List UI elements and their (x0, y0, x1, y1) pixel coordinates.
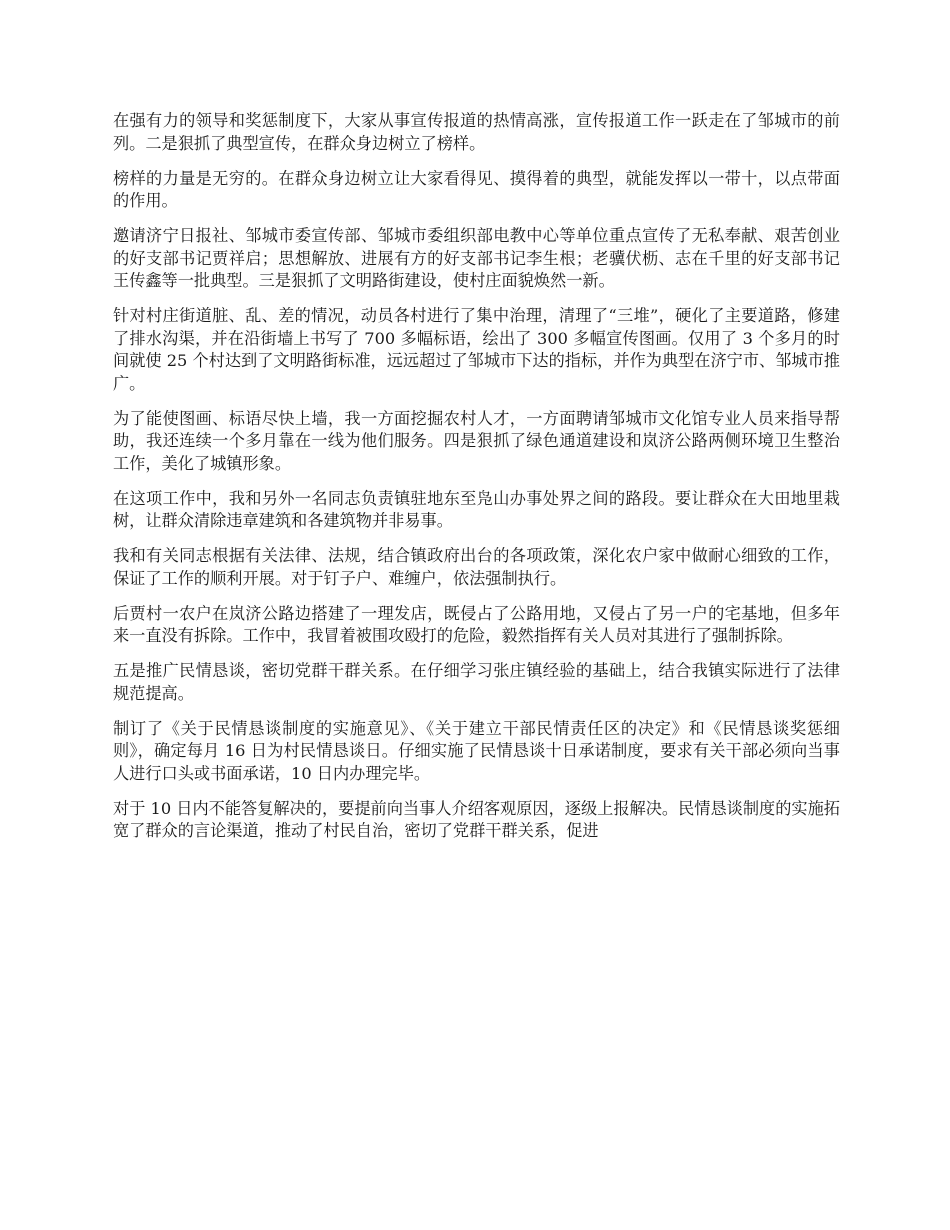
paragraph-2: 榜样的力量是无穷的。在群众身边树立让大家看得见、摸得着的典型，就能发挥以一带十，以点带面的作用。 (113, 168, 840, 210)
paragraph-11: 对于 10 日内不能答复解决的，要提前向当事人介绍客观原因，逐级上报解决。民情恳谈制度的实施拓宽了群众的言论渠道，推动了村民自治，密切了党群干群关系，促进 (113, 798, 840, 840)
paragraph-1: 在强有力的领导和奖惩制度下，大家从事宣传报道的热情高涨，宣传报道工作一跃走在了邹城市的前列。二是狠抓了典型宣传，在群众身边树立了榜样。 (113, 111, 840, 153)
paragraph-7: 我和有关同志根据有关法律、法规，结合镇政府出台的各项政策，深化农户家中做耐心细致的工作，保证了工作的顺利开展。对于钉子户、难缠户，依法强制执行。 (113, 546, 840, 588)
paragraph-3: 邀请济宁日报社、邹城市委宣传部、邹城市委组织部电教中心等单位重点宣传了无私奉献、艰苦创业的好支部书记贾祥启；思想解放、进展有方的好支部书记李生根；老骥伏枥、志在千里的好支部书记王传鑫等一批典型。三是狠抓了文明路街建设，使村庄面貌焕然一新。 (113, 226, 840, 290)
paragraph-6: 在这项工作中，我和另外一名同志负责镇驻地东至凫山办事处界之间的路段。要让群众在大田地里栽树，让群众清除违章建筑和各建筑物并非易事。 (113, 488, 840, 530)
paragraph-9: 五是推广民情恳谈，密切党群干群关系。在仔细学习张庄镇经验的基础上，结合我镇实际进行了法律规范提高。 (113, 661, 840, 703)
paragraph-5: 为了能使图画、标语尽快上墙，我一方面挖掘农村人才，一方面聘请邹城市文化馆专业人员来指导帮助，我还连续一个多月靠在一线为他们服务。四是狠抓了绿色通道建设和岚济公路两侧环境卫生整治工作，美化了城镇形象。 (113, 408, 840, 473)
document-page (113, 110, 840, 855)
paragraph-10: 制订了《关于民情恳谈制度的实施意见》、《关于建立干部民情责任区的决定》和《民情恳谈奖惩细则》，确定每月 16 日为村民情恳谈日。仔细实施了民情恳谈十日承诺制度，要求有关干部必须向当事人进行口头或书面承诺，10 日内办理完毕。 (113, 718, 840, 783)
paragraph-8: 后贾村一农户在岚济公路边搭建了一理发店，既侵占了公路用地，又侵占了另一户的宅基地，但多年来一直没有拆除。工作中，我冒着被围攻殴打的危险，毅然指挥有关人员对其进行了强制拆除。 (113, 603, 840, 645)
paragraph-4: 针对村庄街道脏、乱、差的情况，动员各村进行了集中治理，清理了“三堆”，硬化了主要道路，修建了排水沟渠，并在沿街墙上书写了 700 多幅标语，绘出了 300 多幅宣传图画。仅用了 3 个多月的时间就使 25 个村达到了文明路街标准，远远超过了邹城市下达的指标，并作为典型在济宁市、邹城市推广。 (113, 306, 840, 393)
